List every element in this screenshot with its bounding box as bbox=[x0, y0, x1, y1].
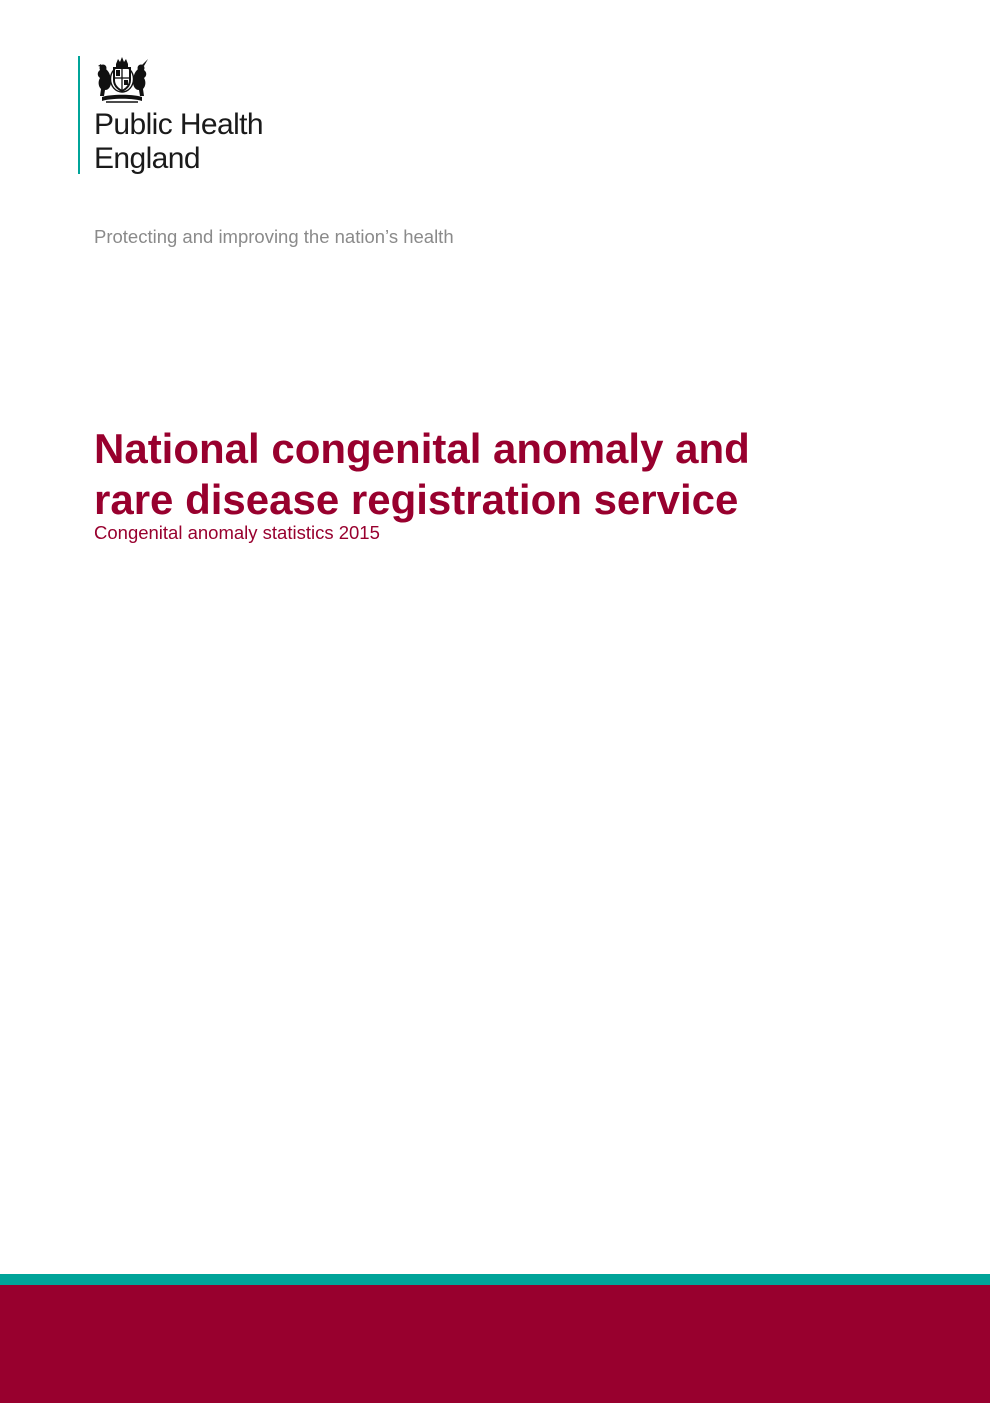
document-subtitle: Congenital anomaly statistics 2015 bbox=[94, 522, 380, 543]
document-title-line-2: rare disease registration service bbox=[94, 476, 739, 523]
organisation-name bbox=[94, 108, 263, 176]
tagline: Protecting and improving the nation’s health bbox=[94, 226, 454, 247]
organisation-name-line-1: Public Health bbox=[94, 108, 263, 141]
footer-maroon-band bbox=[0, 1285, 990, 1403]
logo-block bbox=[78, 56, 263, 174]
royal-coat-of-arms-icon bbox=[92, 56, 152, 104]
document-title-line-1: National congenital anomaly and bbox=[94, 425, 750, 472]
footer-teal-stripe bbox=[0, 1274, 990, 1285]
organisation-name-line-2: England bbox=[94, 142, 200, 175]
document-title bbox=[94, 423, 914, 525]
